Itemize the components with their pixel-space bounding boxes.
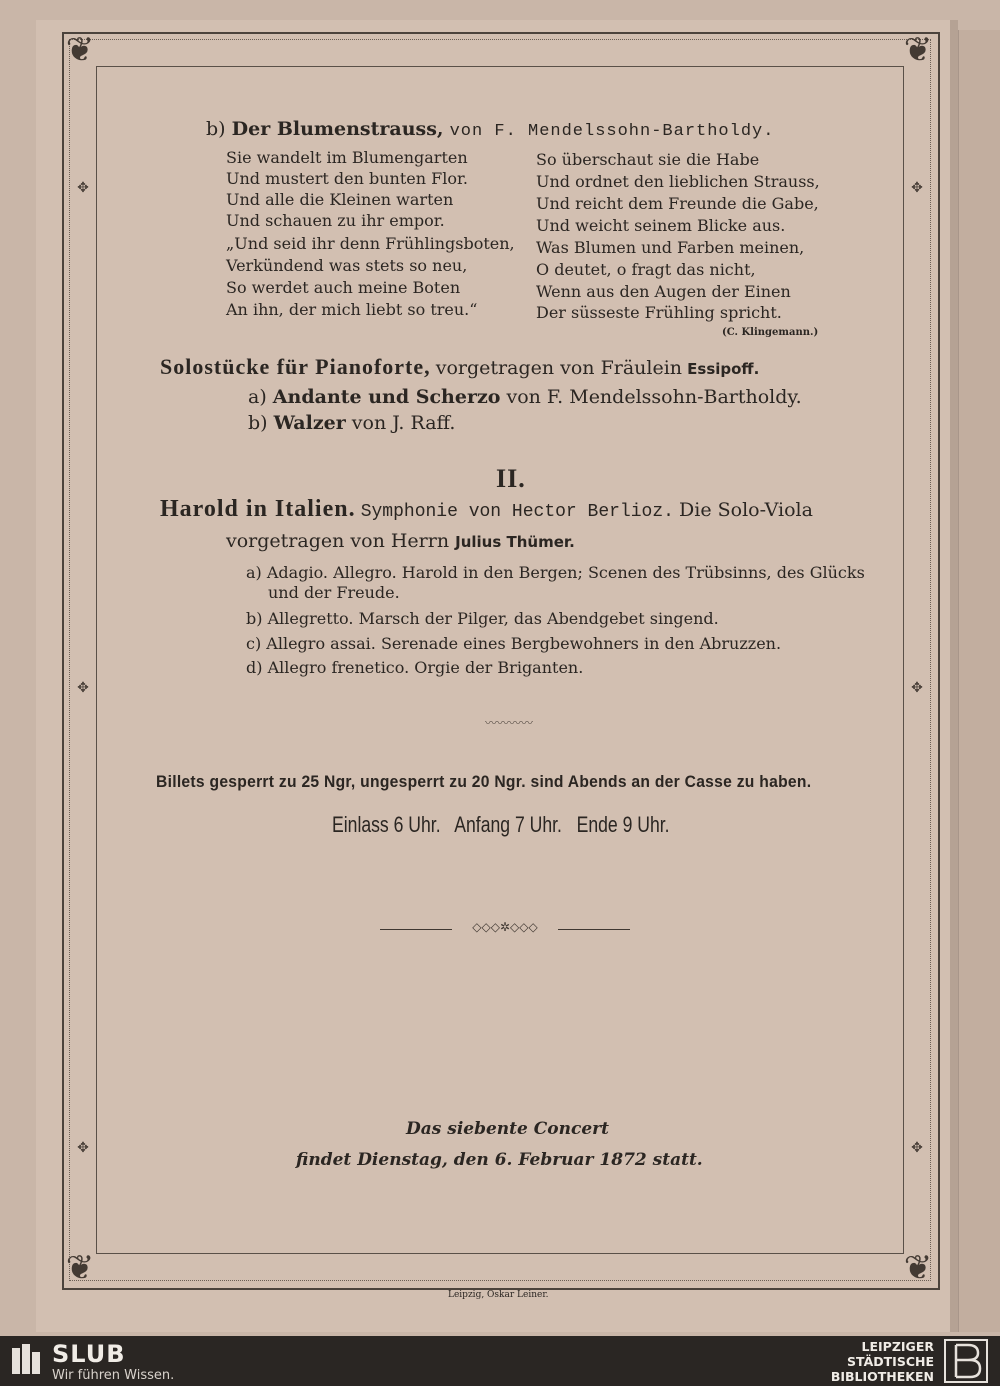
corner-ornament-icon: ❦ [65,1248,95,1288]
poem-line-left: „Und seid ihr denn Frühlingsboten, [226,234,515,253]
part2-subtitle: Symphonie von Hector Berlioz. [360,502,674,522]
border-flourish-icon: ✥ [911,1140,923,1156]
corner-ornament-icon: ❦ [65,30,95,70]
poem-line-right: O deutet, o fragt das nicht, [536,260,756,279]
poem-line-left: Und mustert den bunten Flor. [226,169,468,188]
solo-heading: Solostücke für Pianoforte, [160,354,431,379]
part2-performer-line [226,530,575,552]
solo-item-composer: von F. Mendelssohn-Bartholdy. [506,386,802,408]
solo-item-title: Walzer [273,412,346,434]
border-flourish-icon: ✥ [77,180,89,196]
time-info: Einlass 6 Uhr. Anfang 7 Uhr. Ende 9 Uhr. [332,812,670,837]
next-page-edge [958,30,1000,1332]
next-concert-line2: findet Dienstag, den 6. Februar 1872 statt. [296,1150,703,1170]
movement-text: Adagio. Allegro. Harold in den Bergen; Scenen des Trübsinns, des Glücks [266,563,865,582]
poem-line-right: Der süsseste Frühling spricht. [536,303,782,322]
border-flourish-icon: ✥ [77,680,89,696]
poem-line-right: Und ordnet den lieblichen Strauss, [536,172,820,191]
poem-line-left: Verkündend was stets so neu, [226,256,468,275]
poem-line-right: Wenn aus den Augen der Einen [536,282,791,301]
movement-text: Allegro assai. Serenade eines Bergbewohners in den Abruzzen. [266,634,782,653]
poem-title-prefix: b) [206,118,226,140]
corner-ornament-icon: ❦ [903,30,933,70]
border-flourish-icon: ✥ [77,1140,89,1156]
library-logo-icon [944,1339,988,1383]
border-flourish-icon: ✥ [911,180,923,196]
divider-squiggle: 〰〰〰〰 [484,716,533,730]
solo-item-composer: von J. Raff. [351,412,456,434]
ticket-info: Billets gesperrt zu 25 Ngr, ungesperrt zu 20 Ngr. sind Abends an der Casse zu haben. [156,772,812,791]
solo-item-letter: b) [248,412,268,434]
movement-item [246,634,781,653]
poem-line-left: An ihn, der mich liebt so treu.“ [226,300,478,319]
poem-author: (C. Klingemann.) [722,327,819,338]
slub-logo-icon [12,1344,42,1376]
solo-performer: Essipoff. [687,360,760,378]
poem-line-right: Und reicht dem Freunde die Gabe, [536,194,819,213]
poem-title-composer: von F. Mendelssohn-Bartholdy. [449,122,775,141]
corner-ornament-icon: ❦ [903,1248,933,1288]
movement-item [246,563,865,582]
movement-letter: b) [246,609,263,628]
part2-solo-label: Die Solo-Viola [679,499,813,521]
solo-item [248,386,802,408]
printer-imprint: Leipzig, Oskar Leiner. [448,1290,549,1300]
poem-line-right: Und weicht seinem Blicke aus. [536,216,786,235]
solo-heading-line [160,354,759,380]
movement-item [246,609,719,628]
next-concert-line1: Das siebente Concert [406,1119,609,1139]
poem-line-left: Sie wandelt im Blumengarten [226,148,468,167]
movement-letter: c) [246,634,262,653]
movement-letter: d) [246,658,263,677]
poem-title-name: Der Blumenstrauss, [231,118,444,140]
movement-item [246,658,583,677]
part2-heading: Harold in Italien. [160,496,356,522]
border-flourish-icon: ✥ [911,680,923,696]
poem-line-left: Und alle die Kleinen warten [226,190,454,209]
library-name [831,1339,934,1384]
part2-heading-line [160,496,813,523]
movement-text: Allegro frenetico. Orgie der Briganten. [267,658,584,677]
part-numeral: II. [496,464,526,493]
slub-tagline: Wir führen Wissen. [52,1368,175,1383]
poem-line-right: Was Blumen und Farben meinen, [536,238,805,257]
solo-item-title: Andante und Scherzo [272,386,501,408]
page-edge-shadow [950,20,958,1332]
movement-text: Allegretto. Marsch der Pilger, das Abendgebet singend. [267,609,719,628]
divider-ornament-icon: ◇◇◇✲◇◇◇ [452,920,558,934]
solo-performer-prefix: vorgetragen von Fräulein [435,357,683,379]
library-name-line: LEIPZIGER [861,1339,934,1354]
library-name-line: STÄDTISCHE [847,1354,934,1369]
part2-performer: Julius Thümer. [455,533,575,551]
movement-letter: a) [246,563,262,582]
poem-title [206,118,774,141]
poem-line-right: So überschaut sie die Habe [536,150,760,169]
poem-line-left: Und schauen zu ihr empor. [226,211,445,230]
poem-line-left: So werdet auch meine Boten [226,278,461,297]
library-name-line: BIBLIOTHEKEN [830,1369,934,1384]
solo-item-letter: a) [248,386,267,408]
movement-text-continued: und der Freude. [268,583,400,602]
slub-name: SLUB [52,1340,126,1368]
solo-item [248,412,455,434]
part2-performer-prefix: vorgetragen von Herrn [226,530,450,552]
footer-bar [0,1336,1000,1386]
